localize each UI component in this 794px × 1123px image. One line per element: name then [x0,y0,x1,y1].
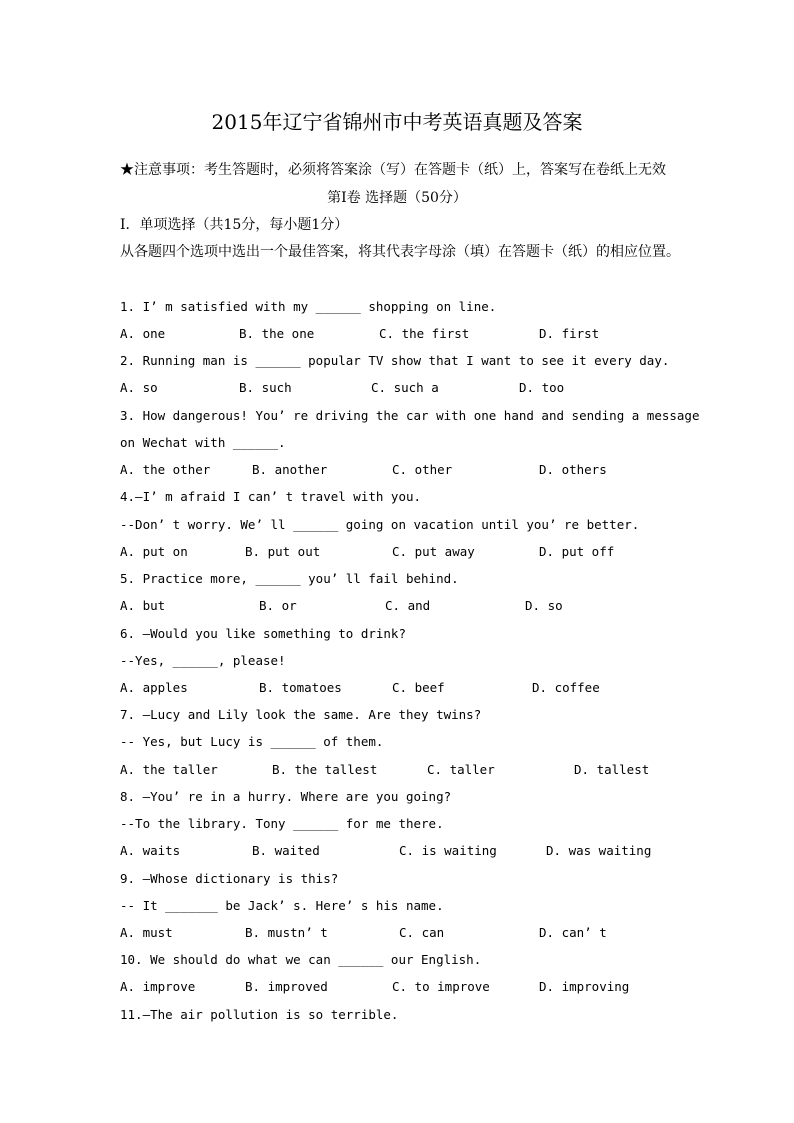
question-8-line-1: 8. —You’ re in a hurry. Where are you going? [120,789,452,804]
option-b: B. such [239,380,292,395]
option-c: C. is waiting [399,843,497,858]
option-c: C. can [399,925,445,940]
option-a: A. put on [120,544,188,559]
page-title: 2015年辽宁省锦州市中考英语真题及答案 [211,110,583,134]
option-a: A. waits [120,843,181,858]
question-8-line-2: --To the library. Tony ______ for me there. [120,816,444,831]
question-9-line-1: 9. —Whose dictionary is this? [120,871,339,886]
option-a: A. but [120,598,166,613]
option-c: C. beef [392,680,445,695]
option-a: A. apples [120,680,188,695]
option-d: D. can’ t [539,925,607,940]
question-2-line-1: 2. Running man is ______ popular TV show that I want to see it every day. [120,353,670,368]
option-c: C. taller [427,762,495,777]
question-3-line-1: 3. How dangerous! You’ re driving the car with one hand and sending a message [120,408,700,423]
option-d: D. others [539,462,607,477]
option-b: B. improved [245,979,328,994]
option-c: C. the first [379,326,470,341]
option-b: B. put out [245,544,321,559]
option-d: D. was waiting [546,843,652,858]
option-c: C. other [392,462,453,477]
option-c: C. put away [392,544,475,559]
question-6-line-2: --Yes, ______, please! [120,653,286,668]
question-4-line-1: 4.—I’ m afraid I can’ t travel with you. [120,489,422,504]
option-b: B. the tallest [272,762,378,777]
section-heading: Ⅰ．单项选择（共15分，每小题1分） [120,217,349,233]
question-7-line-2: -- Yes, but Lucy is ______ of them. [120,734,384,749]
option-a: A. must [120,925,173,940]
question-11-line-1: 11.—The air pollution is so terrible. [120,1007,399,1022]
option-b: B. or [259,598,297,613]
option-d: D. put off [539,544,615,559]
option-b: B. mustn’ t [245,925,328,940]
question-10-line-1: 10. We should do what we can ______ our English. [120,952,482,967]
option-c: C. such a [371,380,439,395]
option-d: D. tallest [574,762,650,777]
question-5-line-1: 5. Practice more, ______ you’ ll fail behind. [120,571,459,586]
option-a: A. the taller [120,762,218,777]
option-b: B. another [252,462,328,477]
option-a: A. the other [120,462,211,477]
option-d: D. improving [539,979,630,994]
question-6-line-1: 6. —Would you like something to drink? [120,626,406,641]
option-a: A. improve [120,979,196,994]
option-c: C. to improve [392,979,490,994]
part-heading: 第Ⅰ卷 选择题（50分） [327,190,467,206]
option-b: B. waited [252,843,320,858]
question-3-line-2: on Wechat with ______. [120,435,286,450]
option-d: D. so [525,598,563,613]
option-d: D. first [539,326,600,341]
option-d: D. coffee [532,680,600,695]
option-b: B. tomatoes [259,680,342,695]
question-7-line-1: 7. —Lucy and Lily look the same. Are they twins? [120,707,482,722]
option-a: A. one [120,326,166,341]
option-d: D. too [519,380,565,395]
question-9-line-2: -- It _______ be Jack’ s. Here’ s his name. [120,898,444,913]
option-b: B. the one [239,326,315,341]
question-4-line-2: --Don’ t worry. We’ ll ______ going on vacation until you’ re better. [120,517,640,532]
notice-text: ★注意事项：考生答题时，必须将答案涂（写）在答题卡（纸）上，答案写在卷纸上无效 [120,162,666,178]
question-1-line-1: 1. I’ m satisfied with my ______ shopping on line. [120,299,497,314]
option-a: A. so [120,380,158,395]
option-c: C. and [385,598,431,613]
instruction-text: 从各题四个选项中选出一个最佳答案，将其代表字母涂（填）在答题卡（纸）的相应位置。 [120,244,680,260]
